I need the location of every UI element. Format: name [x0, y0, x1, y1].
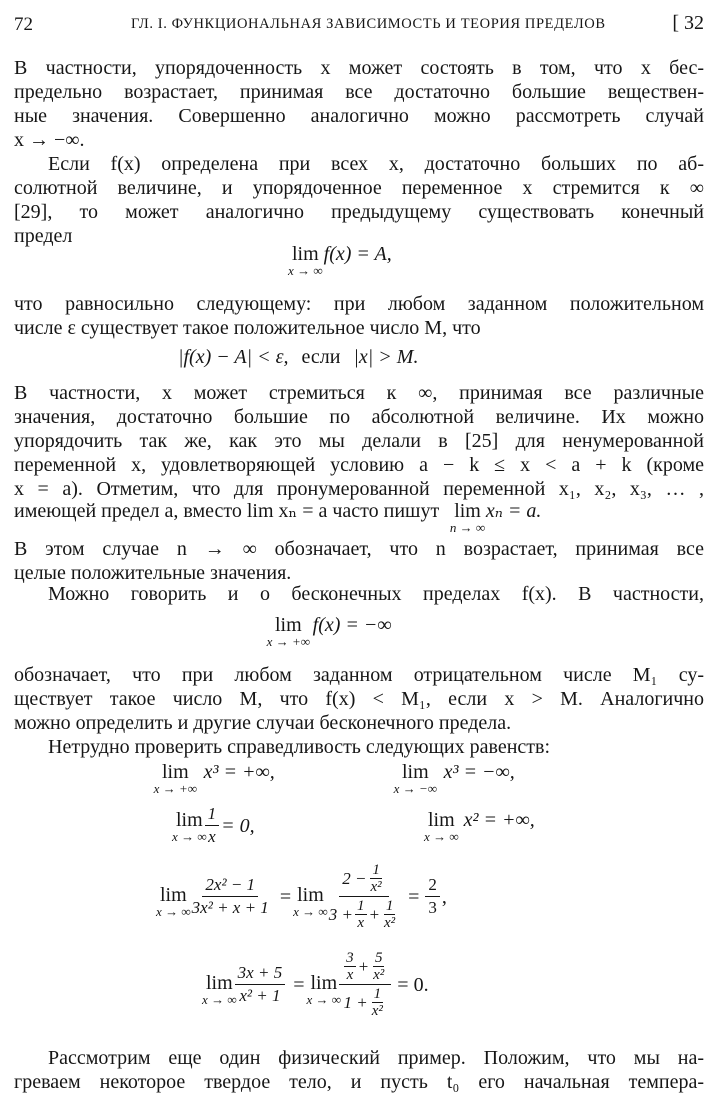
fraction [371, 950, 386, 983]
running-title: ГЛ. I. ФУНКЦИОНАЛЬНАЯ ЗАВИСИМОСТЬ И ТЕОРИЯ ПРЕДЕЛОВ [131, 16, 606, 32]
denominator: x [208, 827, 216, 846]
text-line: упорядочить так же, как это мы делали в [25] для ненумерованной [14, 430, 704, 452]
compound-numerator [339, 862, 388, 897]
lim-operator: lim [162, 761, 189, 783]
text-line: [29], то может аналогично предыдущему существовать конечный [14, 201, 704, 223]
term: + [357, 956, 370, 976]
lim-subscript: n → ∞ [449, 520, 486, 535]
numerator: 1 [205, 804, 220, 826]
formula-tail: = 0. [397, 973, 429, 996]
text-line: Если f(x) определена при всех x, достаточно больших по аб- [48, 153, 704, 175]
text-line: В частности, упорядоченность x может состоять в том, что x бес- [14, 57, 704, 79]
lim-subscript: x → ∞ [172, 828, 207, 844]
text-line: переменной x, удовлетворяющей условию a − k ≤ x < a + k (кроме [14, 454, 704, 476]
formula-limit-finite [288, 242, 392, 278]
section-marker: [ 32 [672, 12, 704, 34]
lim-operator: lim [402, 761, 429, 783]
lim-operator: lim [176, 808, 203, 831]
numerator: 1 [357, 898, 365, 914]
fraction [368, 862, 383, 895]
text-line: Нетрудно проверить справедливость следующих равенств: [48, 736, 551, 758]
lim-subscript: x → ∞ [293, 903, 328, 919]
text-line: В этом случае n → ∞ обозначает, что n возрастает, принимая все [14, 538, 704, 560]
compound-denominator [326, 897, 402, 931]
text-line: ществует такое число M, что f(x) < M₁, если x > M. Аналогично [14, 688, 704, 710]
denominator: x [357, 915, 365, 931]
formula-body: x² = +∞, [463, 809, 535, 831]
numerator: 1 [385, 898, 394, 914]
lim-operator: lim [454, 500, 481, 522]
text-line: солютной величине, и упорядоченное переменное x стремится к ∞ [14, 177, 704, 199]
text-line: можно определить и другие случаи бесконечного предела. [14, 712, 512, 734]
formula-left: |f(x) − A| < ε, [178, 346, 289, 368]
numerator: 2x² − 1 [202, 875, 258, 897]
text-line: x = a). Отметим, что для пронумерованной переменной x₁, x₂, x₃, … , [14, 478, 704, 500]
lim-operator: lim [297, 883, 324, 906]
fraction [235, 963, 286, 1006]
lim-subscript: x → +∞ [153, 781, 197, 796]
equals-sign: = [293, 973, 305, 996]
formula-body: x³ = +∞, [203, 761, 275, 783]
fraction [189, 875, 272, 918]
lim-operator: lim [275, 614, 302, 636]
formula-rational-limit: lim x → ∞ $\frac{\text{2x² − 1}}{\text{3x² + x + 1}}$ = lim x → ∞ 2 − $\frac{1}{\text{x²}}$ 3 + $\frac{1}{x}$ + $\frac{1}{\text{x²}}$ = $\frac{2}{3}$ , [156, 862, 447, 931]
page-number: 72 [14, 14, 33, 35]
denominator: x² [373, 967, 385, 983]
text-line: предел [14, 225, 73, 247]
lim-operator: lim [428, 809, 455, 831]
text-line: значения, достаточно большие по абсолютной величине. Их можно [14, 406, 704, 428]
formula-x3-plus-inf [153, 760, 275, 796]
denominator: 3x² + x + 1 [191, 898, 269, 917]
term: 3 + [328, 904, 353, 924]
text-segment: имеющей предел a, вместо lim xₙ = a часто пишут [14, 500, 440, 522]
compound-fraction [326, 862, 402, 931]
numerator: 1 [372, 862, 380, 878]
lim-subscript: x → +∞ [266, 634, 310, 649]
compound-numerator [339, 950, 391, 985]
text-line: предельно возрастает, принимая все достаточно большие веществен- [14, 81, 704, 103]
formula-rational-limit-zero [202, 950, 429, 1019]
text-line: что равносильно следующему: при любом заданном положительном [14, 293, 704, 315]
denominator: x² [370, 879, 382, 895]
lim-operator: lim [310, 971, 338, 994]
formula-body: xₙ = a. [485, 500, 542, 522]
lim-subscript: x → −∞ [393, 781, 437, 796]
text-line: Рассмотрим еще один физический пример. Положим, что мы на- [48, 1047, 704, 1069]
text-line: обозначает, что при любом заданном отрицательном числе M₁ су- [14, 664, 704, 686]
running-header [14, 10, 704, 40]
denominator: x [346, 967, 354, 983]
formula-epsilon-condition [178, 345, 418, 369]
result-fraction [425, 875, 440, 918]
compound-fraction [339, 950, 391, 1019]
lim-operator: lim [292, 243, 319, 265]
equals-sign: = [279, 885, 292, 908]
text-line: Можно говорить и о бесконечных пределах f(x). В частности, [48, 583, 704, 605]
lim-subscript: x → ∞ [202, 991, 237, 1007]
lim-subscript: x → ∞ [288, 263, 323, 278]
text-line: x → −∞. [14, 129, 85, 151]
fraction [344, 950, 356, 983]
text-line: греваем некоторое твердое тело, и пусть t₀ его начальная темпера- [14, 1071, 704, 1093]
lim-subscript: x → ∞ [156, 903, 191, 919]
text-line: ные значения. Совершенно аналогично можно рассмотреть случай [14, 105, 704, 127]
lim-subscript: x → ∞ [306, 991, 342, 1007]
formula-x2-plus-inf [424, 808, 535, 844]
numerator: 2 [425, 875, 440, 897]
lim-subscript: x → ∞ [424, 829, 459, 844]
formula-word: если [301, 346, 341, 368]
lim-operator: lim [160, 883, 187, 906]
text-line: В частности, x может стремиться к ∞, принимая все различные [14, 382, 704, 404]
numerator: 5 [374, 950, 383, 966]
formula-body: f(x) = −∞ [312, 614, 392, 636]
formula-tail: = 0, [221, 814, 255, 837]
term: 2 − [342, 868, 367, 888]
numerator: 1 [373, 986, 382, 1002]
denominator: x² [383, 915, 396, 931]
fraction [382, 898, 397, 931]
formula-one-over-x [172, 804, 255, 847]
fraction [370, 986, 385, 1019]
denominator: 3 [428, 898, 437, 917]
denominator: x² + 1 [239, 986, 281, 1005]
formula-right: |x| > M. [353, 346, 419, 368]
formula-x3-minus-inf [393, 760, 515, 796]
numerator: 3 [346, 950, 354, 966]
term: + [368, 904, 380, 924]
text-line-with-limit [14, 499, 704, 535]
fraction [355, 898, 367, 931]
denominator: x² [371, 1003, 383, 1019]
text-line: числе ε существует такое положительное число M, что [14, 317, 481, 339]
formula-tail: , [441, 885, 447, 908]
numerator: 3x + 5 [235, 963, 286, 985]
term: 1 + [343, 992, 368, 1012]
text-line: целые положительные значения. [14, 562, 292, 584]
formula-body: f(x) = A, [323, 243, 392, 265]
lim-operator: lim [206, 971, 233, 994]
compound-denominator [341, 985, 390, 1019]
formula-body: x³ = −∞, [443, 761, 515, 783]
formula-limit-infinite [266, 613, 392, 649]
